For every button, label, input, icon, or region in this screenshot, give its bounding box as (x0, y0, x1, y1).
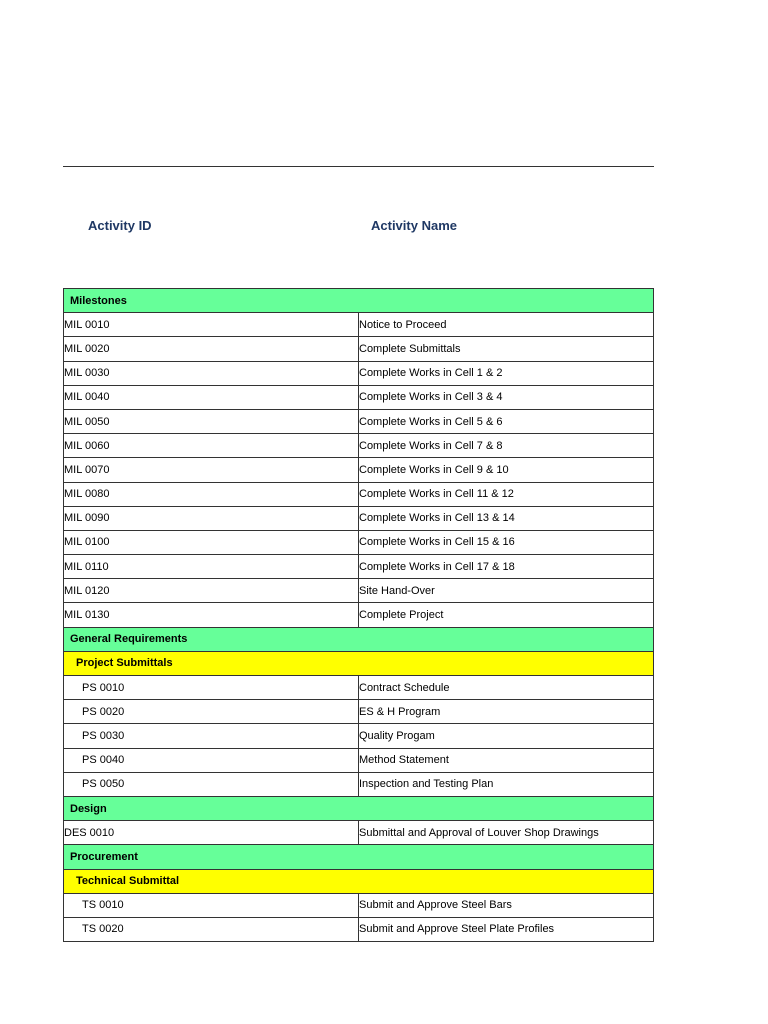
activity-table (63, 288, 654, 942)
table-row (64, 337, 654, 361)
table-row (64, 458, 654, 482)
table-row (64, 700, 654, 724)
table-row (64, 555, 654, 579)
activity-id-cell: PS 0040 (64, 748, 359, 772)
section-label: Design (64, 796, 654, 820)
section-label: Milestones (64, 289, 654, 313)
section-row (64, 845, 654, 869)
activity-id-cell: TS 0010 (64, 893, 359, 917)
activity-id-cell: MIL 0090 (64, 506, 359, 530)
section-label: General Requirements (64, 627, 654, 651)
activity-table-body (64, 289, 654, 942)
activity-name-cell: Complete Project (359, 603, 654, 627)
table-row (64, 482, 654, 506)
table-row (64, 748, 654, 772)
table-row (64, 313, 654, 337)
activity-id-cell: PS 0030 (64, 724, 359, 748)
activity-name-header: Activity Name (371, 218, 457, 233)
activity-name-cell: ES & H Program (359, 700, 654, 724)
table-row (64, 409, 654, 433)
activity-id-cell: MIL 0030 (64, 361, 359, 385)
activity-id-cell: MIL 0020 (64, 337, 359, 361)
activity-name-cell: Complete Works in Cell 17 & 18 (359, 555, 654, 579)
table-row (64, 434, 654, 458)
activity-id-header: Activity ID (88, 218, 152, 233)
activity-id-cell: MIL 0120 (64, 579, 359, 603)
activity-name-cell: Complete Works in Cell 9 & 10 (359, 458, 654, 482)
activity-id-cell: TS 0020 (64, 917, 359, 941)
activity-name-cell: Complete Works in Cell 15 & 16 (359, 530, 654, 554)
table-row (64, 506, 654, 530)
subsection-label: Project Submittals (64, 651, 654, 675)
table-row (64, 530, 654, 554)
top-divider (63, 166, 654, 167)
activity-id-cell: PS 0010 (64, 676, 359, 700)
activity-id-cell: MIL 0070 (64, 458, 359, 482)
section-row (64, 796, 654, 820)
activity-name-cell: Submit and Approve Steel Bars (359, 893, 654, 917)
subsection-row (64, 651, 654, 675)
activity-name-cell: Submittal and Approval of Louver Shop Drawings (359, 821, 654, 845)
activity-name-cell: Inspection and Testing Plan (359, 772, 654, 796)
activity-id-cell: MIL 0100 (64, 530, 359, 554)
activity-id-cell: DES 0010 (64, 821, 359, 845)
activity-id-cell: MIL 0080 (64, 482, 359, 506)
activity-name-cell: Submit and Approve Steel Plate Profiles (359, 917, 654, 941)
activity-name-cell: Complete Works in Cell 3 & 4 (359, 385, 654, 409)
activity-id-cell: MIL 0130 (64, 603, 359, 627)
activity-id-cell: MIL 0050 (64, 409, 359, 433)
activity-name-cell: Contract Schedule (359, 676, 654, 700)
activity-id-cell: MIL 0110 (64, 555, 359, 579)
activity-id-cell: MIL 0010 (64, 313, 359, 337)
section-label: Procurement (64, 845, 654, 869)
activity-name-cell: Notice to Proceed (359, 313, 654, 337)
table-row (64, 361, 654, 385)
subsection-label: Technical Submittal (64, 869, 654, 893)
section-row (64, 289, 654, 313)
section-row (64, 627, 654, 651)
activity-name-cell: Complete Submittals (359, 337, 654, 361)
activity-id-cell: PS 0020 (64, 700, 359, 724)
table-row (64, 917, 654, 941)
table-row (64, 676, 654, 700)
activity-name-cell: Complete Works in Cell 7 & 8 (359, 434, 654, 458)
activity-name-cell: Method Statement (359, 748, 654, 772)
table-row (64, 893, 654, 917)
table-row (64, 385, 654, 409)
table-row (64, 772, 654, 796)
activity-name-cell: Site Hand-Over (359, 579, 654, 603)
table-row (64, 821, 654, 845)
table-row (64, 579, 654, 603)
activity-id-cell: PS 0050 (64, 772, 359, 796)
activity-name-cell: Complete Works in Cell 11 & 12 (359, 482, 654, 506)
subsection-row (64, 869, 654, 893)
table-row (64, 603, 654, 627)
activity-name-cell: Complete Works in Cell 5 & 6 (359, 409, 654, 433)
activity-id-cell: MIL 0040 (64, 385, 359, 409)
activity-id-cell: MIL 0060 (64, 434, 359, 458)
activity-name-cell: Complete Works in Cell 1 & 2 (359, 361, 654, 385)
activity-name-cell: Complete Works in Cell 13 & 14 (359, 506, 654, 530)
activity-name-cell: Quality Progam (359, 724, 654, 748)
table-row (64, 724, 654, 748)
